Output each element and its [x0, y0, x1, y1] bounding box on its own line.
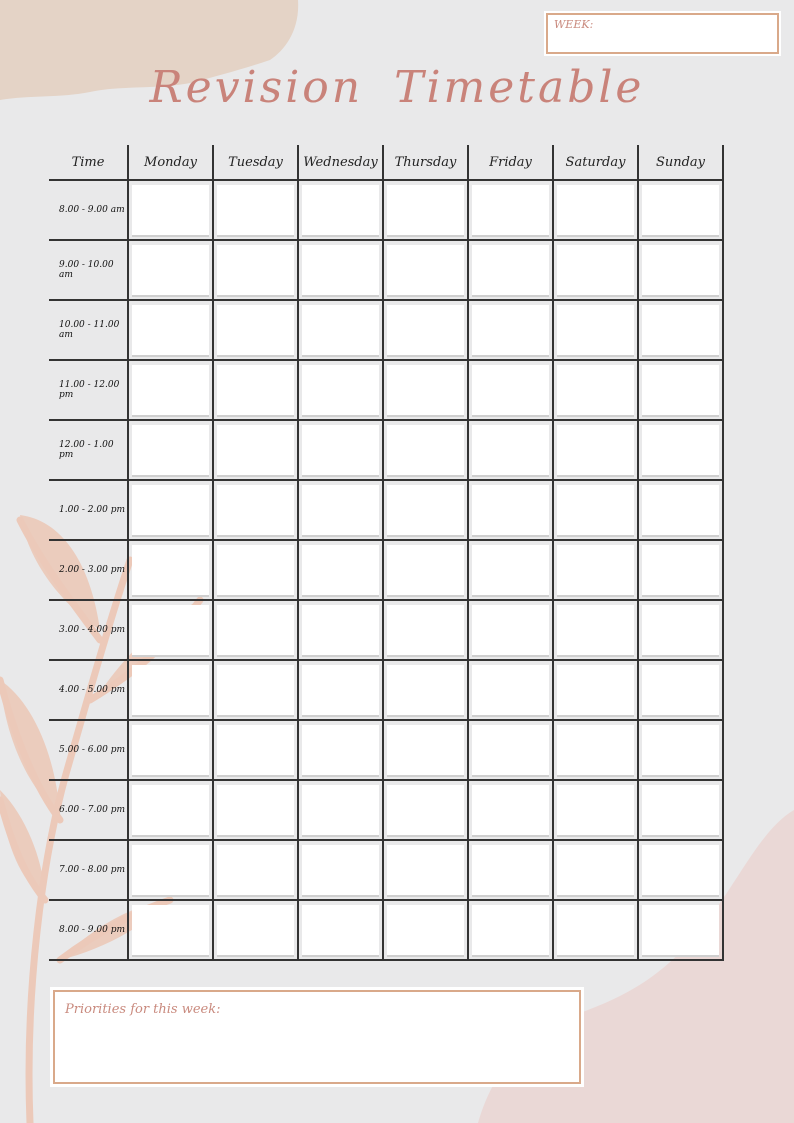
timetable-cell — [213, 780, 298, 840]
column-header-day: Saturday — [553, 145, 638, 180]
timetable-entry-box[interactable] — [217, 785, 294, 835]
timetable-entry-box[interactable] — [387, 185, 464, 235]
timetable-entry-box[interactable] — [557, 305, 634, 355]
timetable-entry-box[interactable] — [302, 725, 379, 775]
timetable-entry-box[interactable] — [557, 665, 634, 715]
timetable-entry-box[interactable] — [132, 365, 209, 415]
timetable-entry-box[interactable] — [557, 905, 634, 955]
timetable-cell — [553, 840, 638, 900]
timetable-entry-box[interactable] — [642, 425, 719, 475]
timetable-cell — [213, 360, 298, 420]
timetable-cell — [638, 240, 723, 300]
table-row — [49, 180, 723, 240]
timetable-entry-box[interactable] — [642, 365, 719, 415]
timetable-entry-box[interactable] — [302, 605, 379, 655]
timetable-entry-box[interactable] — [387, 785, 464, 835]
timetable-entry-box[interactable] — [557, 725, 634, 775]
timetable-cell — [213, 900, 298, 960]
timetable-entry-box[interactable] — [132, 185, 209, 235]
timetable-cell — [553, 480, 638, 540]
table-row — [49, 660, 723, 720]
timetable-cell — [468, 720, 553, 780]
time-slot-label: 1.00 - 2.00 pm — [49, 480, 128, 540]
table-row — [49, 600, 723, 660]
timetable-entry-box[interactable] — [132, 245, 209, 295]
timetable-body — [49, 180, 723, 960]
timetable-cell — [213, 300, 298, 360]
column-header-day: Monday — [128, 145, 213, 180]
timetable-cell — [638, 900, 723, 960]
timetable-entry-box[interactable] — [557, 605, 634, 655]
timetable-entry-box[interactable] — [472, 245, 549, 295]
column-header-time: Time — [49, 145, 128, 180]
timetable-cell — [553, 420, 638, 480]
timetable-cell — [553, 540, 638, 600]
timetable-cell — [383, 240, 468, 300]
timetable-cell — [298, 900, 383, 960]
timetable-entry-box[interactable] — [387, 545, 464, 595]
timetable-cell — [468, 420, 553, 480]
timetable-entry-box[interactable] — [387, 725, 464, 775]
timetable-entry-box[interactable] — [387, 905, 464, 955]
timetable-entry-box[interactable] — [302, 905, 379, 955]
timetable-entry-box[interactable] — [302, 305, 379, 355]
timetable-entry-box[interactable] — [472, 605, 549, 655]
timetable-cell — [298, 300, 383, 360]
timetable-entry-box[interactable] — [557, 845, 634, 895]
timetable-entry-box[interactable] — [217, 545, 294, 595]
timetable-cell — [298, 480, 383, 540]
column-header-day: Sunday — [638, 145, 723, 180]
timetable-entry-box[interactable] — [642, 665, 719, 715]
timetable-entry-box[interactable] — [642, 485, 719, 535]
timetable-entry-box[interactable] — [302, 185, 379, 235]
table-row — [49, 840, 723, 900]
time-slot-label: 3.00 - 4.00 pm — [49, 600, 128, 660]
timetable-cell — [553, 900, 638, 960]
timetable-entry-box[interactable] — [217, 185, 294, 235]
timetable-cell — [298, 240, 383, 300]
timetable-entry-box[interactable] — [557, 365, 634, 415]
timetable-cell — [213, 540, 298, 600]
timetable-cell — [468, 600, 553, 660]
timetable-cell — [638, 360, 723, 420]
timetable-entry-box[interactable] — [387, 425, 464, 475]
timetable-entry-box[interactable] — [132, 845, 209, 895]
timetable-entry-box[interactable] — [217, 605, 294, 655]
timetable-cell — [468, 780, 553, 840]
timetable-entry-box[interactable] — [472, 425, 549, 475]
timetable-entry-box[interactable] — [472, 665, 549, 715]
timetable-cell — [553, 780, 638, 840]
timetable-cell — [213, 480, 298, 540]
time-slot-label: 7.00 - 8.00 pm — [49, 840, 128, 900]
timetable-entry-box[interactable] — [217, 485, 294, 535]
timetable-entry-box[interactable] — [642, 185, 719, 235]
timetable-entry-box[interactable] — [132, 905, 209, 955]
timetable-cell — [383, 180, 468, 240]
timetable-cell — [383, 780, 468, 840]
timetable-entry-box[interactable] — [642, 785, 719, 835]
time-slot-label: 10.00 - 11.00 am — [49, 300, 128, 360]
timetable-entry-box[interactable] — [132, 785, 209, 835]
time-slot-label: 2.00 - 3.00 pm — [49, 540, 128, 600]
timetable-entry-box[interactable] — [557, 185, 634, 235]
timetable-entry-box[interactable] — [472, 365, 549, 415]
timetable-cell — [383, 660, 468, 720]
timetable-cell — [213, 660, 298, 720]
timetable-entry-box[interactable] — [217, 665, 294, 715]
timetable-cell — [298, 840, 383, 900]
timetable-cell — [128, 720, 213, 780]
time-slot-label: 4.00 - 5.00 pm — [49, 660, 128, 720]
timetable-entry-box[interactable] — [387, 485, 464, 535]
page-title: Revision Timetable — [149, 62, 645, 113]
timetable-cell — [213, 840, 298, 900]
timetable — [49, 145, 724, 961]
timetable-cell — [468, 840, 553, 900]
timetable-entry-box[interactable] — [642, 605, 719, 655]
timetable-cell — [638, 300, 723, 360]
timetable-entry-box[interactable] — [302, 545, 379, 595]
time-slot-label: 5.00 - 6.00 pm — [49, 720, 128, 780]
time-slot-label: 8.00 - 9.00 pm — [49, 900, 128, 960]
timetable-cell — [553, 300, 638, 360]
timetable-entry-box[interactable] — [557, 545, 634, 595]
time-slot-label: 12.00 - 1.00 pm — [49, 420, 128, 480]
week-field[interactable] — [546, 13, 779, 54]
timetable-cell — [213, 240, 298, 300]
timetable-entry-box[interactable] — [302, 425, 379, 475]
timetable-cell — [383, 840, 468, 900]
timetable-entry-box[interactable] — [557, 785, 634, 835]
timetable-cell — [128, 360, 213, 420]
timetable-cell — [128, 900, 213, 960]
timetable-entry-box[interactable] — [302, 365, 379, 415]
timetable-entry-box[interactable] — [132, 725, 209, 775]
table-row — [49, 240, 723, 300]
timetable-cell — [128, 480, 213, 540]
timetable-cell — [383, 900, 468, 960]
timetable-entry-box[interactable] — [387, 845, 464, 895]
table-header-row — [49, 145, 723, 180]
timetable-cell — [383, 300, 468, 360]
timetable-cell — [383, 540, 468, 600]
timetable-entry-box[interactable] — [132, 605, 209, 655]
timetable-entry-box[interactable] — [642, 845, 719, 895]
timetable-entry-box[interactable] — [472, 845, 549, 895]
timetable-cell — [468, 180, 553, 240]
timetable-entry-box[interactable] — [217, 725, 294, 775]
timetable-cell — [638, 540, 723, 600]
timetable-entry-box[interactable] — [472, 725, 549, 775]
timetable-cell — [468, 900, 553, 960]
timetable-cell — [128, 660, 213, 720]
timetable-cell — [128, 840, 213, 900]
timetable-entry-box[interactable] — [472, 305, 549, 355]
column-header-day: Thursday — [383, 145, 468, 180]
timetable-entry-box[interactable] — [302, 485, 379, 535]
timetable-cell — [298, 360, 383, 420]
timetable-cell — [298, 780, 383, 840]
timetable-entry-box[interactable] — [387, 365, 464, 415]
timetable-cell — [553, 240, 638, 300]
time-slot-label: 11.00 - 12.00 pm — [49, 360, 128, 420]
timetable-cell — [298, 600, 383, 660]
timetable-cell — [383, 600, 468, 660]
timetable-cell — [128, 780, 213, 840]
timetable-cell — [638, 480, 723, 540]
timetable-entry-box[interactable] — [387, 665, 464, 715]
timetable-cell — [213, 180, 298, 240]
week-label: WEEK: — [554, 18, 594, 31]
timetable-entry-box[interactable] — [642, 545, 719, 595]
timetable-cell — [468, 360, 553, 420]
timetable-entry-box[interactable] — [302, 665, 379, 715]
timetable-cell — [128, 600, 213, 660]
timetable-entry-box[interactable] — [642, 725, 719, 775]
time-slot-label: 8.00 - 9.00 am — [49, 180, 128, 240]
timetable-cell — [638, 660, 723, 720]
table-row — [49, 540, 723, 600]
timetable-cell — [468, 240, 553, 300]
timetable-entry-box[interactable] — [472, 905, 549, 955]
table-row — [49, 780, 723, 840]
timetable-cell — [638, 180, 723, 240]
timetable-entry-box[interactable] — [217, 245, 294, 295]
timetable-cell — [638, 420, 723, 480]
time-slot-label: 6.00 - 7.00 pm — [49, 780, 128, 840]
timetable-entry-box[interactable] — [472, 185, 549, 235]
timetable-entry-box[interactable] — [217, 425, 294, 475]
timetable-cell — [128, 540, 213, 600]
timetable-cell — [468, 540, 553, 600]
timetable-entry-box[interactable] — [132, 545, 209, 595]
timetable-cell — [383, 720, 468, 780]
timetable-cell — [298, 180, 383, 240]
priorities-label: Priorities for this week: — [65, 1002, 221, 1017]
table-row — [49, 300, 723, 360]
column-header-day: Tuesday — [213, 145, 298, 180]
timetable-cell — [128, 420, 213, 480]
timetable-cell — [383, 360, 468, 420]
timetable-cell — [298, 420, 383, 480]
column-header-day: Friday — [468, 145, 553, 180]
timetable-entry-box[interactable] — [557, 245, 634, 295]
priorities-field[interactable] — [53, 990, 581, 1084]
timetable-cell — [383, 480, 468, 540]
timetable-entry-box[interactable] — [132, 485, 209, 535]
table-row — [49, 360, 723, 420]
timetable-cell — [298, 540, 383, 600]
timetable-cell — [638, 720, 723, 780]
timetable-cell — [128, 180, 213, 240]
timetable-cell — [213, 720, 298, 780]
timetable-entry-box[interactable] — [642, 305, 719, 355]
time-slot-label: 9.00 - 10.00 am — [49, 240, 128, 300]
timetable-cell — [638, 780, 723, 840]
timetable-entry-box[interactable] — [217, 365, 294, 415]
timetable-cell — [638, 600, 723, 660]
timetable-entry-box[interactable] — [557, 485, 634, 535]
table-row — [49, 720, 723, 780]
timetable-cell — [298, 720, 383, 780]
timetable-entry-box[interactable] — [472, 785, 549, 835]
timetable-entry-box[interactable] — [132, 665, 209, 715]
timetable-cell — [553, 720, 638, 780]
timetable-entry-box[interactable] — [387, 245, 464, 295]
timetable-entry-box[interactable] — [302, 845, 379, 895]
timetable-cell — [383, 420, 468, 480]
timetable-cell — [553, 360, 638, 420]
timetable-cell — [128, 240, 213, 300]
timetable-entry-box[interactable] — [472, 485, 549, 535]
timetable-entry-box[interactable] — [642, 905, 719, 955]
timetable-cell — [213, 420, 298, 480]
timetable-entry-box[interactable] — [132, 305, 209, 355]
timetable-cell — [213, 600, 298, 660]
timetable-entry-box[interactable] — [472, 545, 549, 595]
table-row — [49, 900, 723, 960]
timetable-entry-box[interactable] — [302, 245, 379, 295]
timetable-cell — [553, 660, 638, 720]
timetable-entry-box[interactable] — [132, 425, 209, 475]
timetable-entry-box[interactable] — [217, 305, 294, 355]
table-row — [49, 420, 723, 480]
timetable-cell — [298, 660, 383, 720]
timetable-cell — [468, 660, 553, 720]
timetable-cell — [638, 840, 723, 900]
table-row — [49, 480, 723, 540]
timetable-cell — [468, 480, 553, 540]
timetable-entry-box[interactable] — [387, 305, 464, 355]
timetable-entry-box[interactable] — [217, 905, 294, 955]
timetable-entry-box[interactable] — [217, 845, 294, 895]
timetable-entry-box[interactable] — [642, 245, 719, 295]
timetable-entry-box[interactable] — [557, 425, 634, 475]
timetable-cell — [128, 300, 213, 360]
timetable-cell — [553, 180, 638, 240]
column-header-day: Wednesday — [298, 145, 383, 180]
timetable-entry-box[interactable] — [302, 785, 379, 835]
timetable-entry-box[interactable] — [387, 605, 464, 655]
timetable-cell — [553, 600, 638, 660]
timetable-cell — [468, 300, 553, 360]
